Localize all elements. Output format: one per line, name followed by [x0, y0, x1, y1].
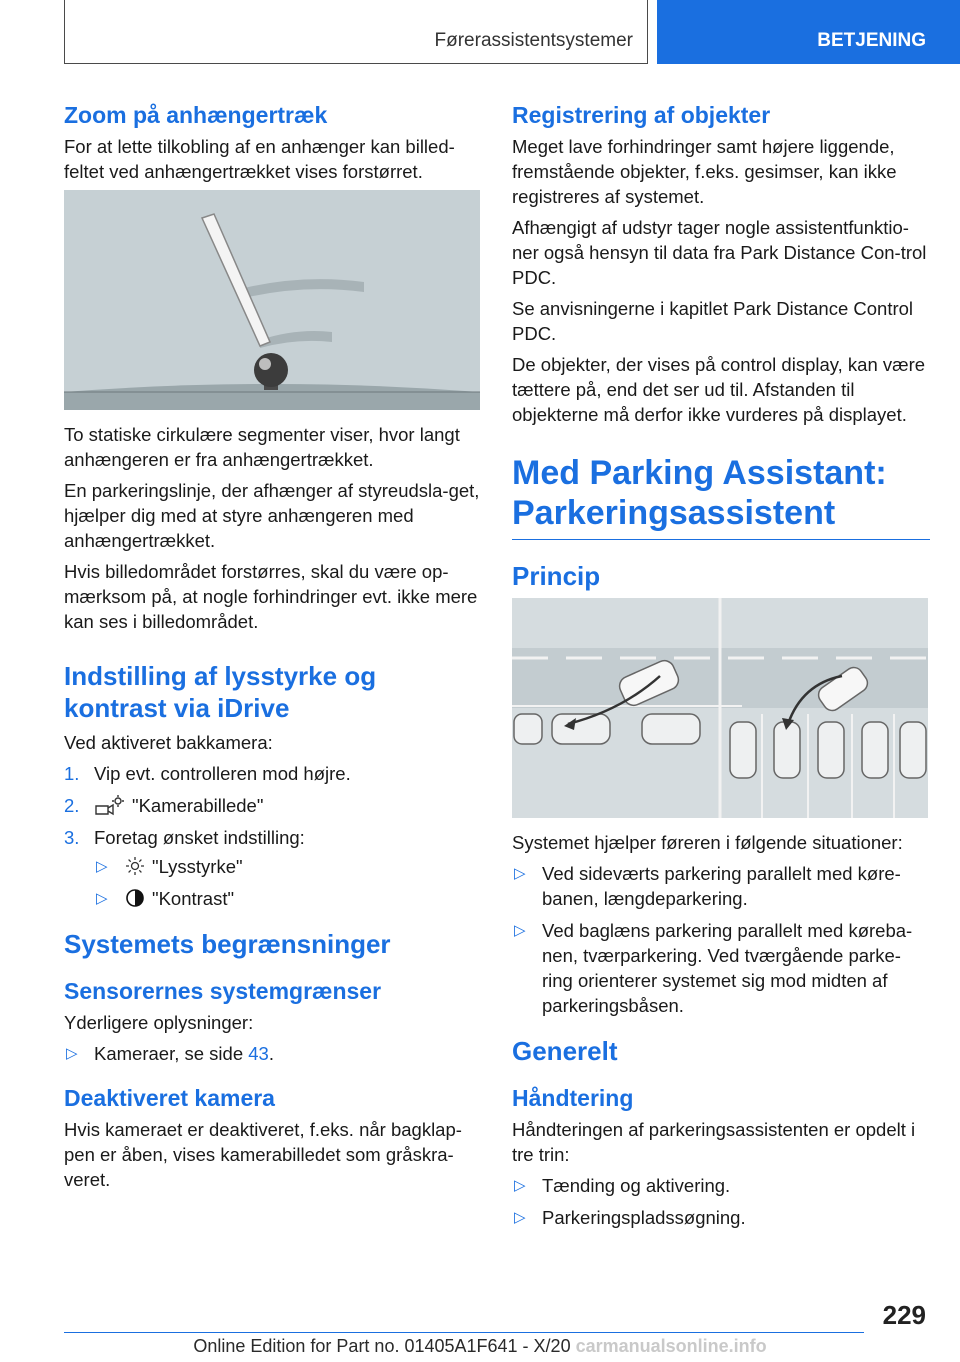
objects-text-4: De objekter, der vises på control display, kan være tættere på, end det ser ud til. Afstanden til objekterne må derfor ikke vurderes på displayet. [512, 354, 926, 425]
deactivated-text: Hvis kameraet er deaktiveret, f.eks. når bagklap-pen er åben, vises kamerabilledet som gråskra-veret. [64, 1119, 462, 1190]
left-column [64, 100, 482, 1198]
page-number: 229 [882, 1300, 926, 1330]
limits-heading: Systemets begrænsninger [64, 929, 391, 959]
bullet-triangle-icon: ▷ [96, 858, 108, 875]
objects-text-2: Afhængigt af udstyr tager nogle assistentfunktio-ner også hensyn til data fra Park Distance Con-trol PDC. [512, 217, 927, 288]
page-link[interactable]: 43 [248, 1043, 269, 1064]
watermark: carmanualsonline.info [575, 1336, 767, 1356]
objects-heading: Registrering af objekter [512, 102, 771, 128]
list-item: ▷ Parkeringspladssøgning. [514, 1207, 746, 1228]
list-item: ▷ Ved sideværts parkering parallelt med køre-banen, længdeparkering. [514, 863, 901, 909]
objects-text-3: Se anvisningerne i kapitlet Park Distance Control PDC. [512, 298, 914, 344]
bullet-triangle-icon: ▷ [514, 922, 526, 939]
sensor-heading: Sensorernes systemgrænser [64, 978, 382, 1004]
list-item: ▷ Kameraer, se side 43. [66, 1043, 274, 1064]
brightness-steps [64, 761, 482, 911]
list-item: 3. Foretag ønsket indstilling: ▷ "Lysstyrke" ▷ "Kontrast" [64, 825, 482, 911]
bullet-triangle-icon: ▷ [96, 890, 108, 907]
segments-text: To statiske cirkulære segmenter viser, hvor langt anhængeren er fra anhængertrækket. [64, 424, 460, 470]
edition-text: Online Edition for Part no. 01405A1F641 - X/20 [193, 1336, 571, 1356]
footer-divider [64, 1332, 864, 1333]
bullet-triangle-icon: ▷ [514, 1209, 526, 1226]
sensor-list [64, 1041, 482, 1066]
parking-principle-figure [512, 598, 928, 818]
bullet-triangle-icon: ▷ [66, 1045, 78, 1062]
hitch-zoom-figure [64, 190, 480, 410]
list-item: ▷ "Lysstyrke" [96, 856, 243, 877]
contrast-icon [124, 887, 146, 909]
zoom-heading: Zoom på anhængertræk [64, 102, 328, 128]
principle-intro: Systemet hjælper føreren i følgende situationer: [512, 832, 903, 853]
principle-heading: Princip [512, 561, 601, 591]
camera-settings-icon [94, 794, 124, 816]
zoom-text: For at lette tilkobling af en anhænger kan billed-feltet ved anhængertrækket vises forstørret. [64, 136, 455, 182]
footer [0, 1336, 960, 1357]
principle-list [512, 861, 930, 1018]
list-item: ▷ Tænding og aktivering. [514, 1175, 731, 1196]
main-heading: Med Parking Assistant: Parkeringsassistent [512, 453, 930, 540]
brightness-heading: Indstilling af lysstyrke og kontrast via iDrive [64, 661, 377, 723]
handling-heading: Håndtering [512, 1085, 634, 1111]
list-item: ▷ "Kontrast" [96, 888, 235, 909]
objects-text-1: Meget lave forhindringer samt højere liggende, fremstående objekter, f.eks. gesimser, kan ikke registreres af systemet. [512, 136, 897, 207]
section-tab[interactable]: BETJENING [657, 0, 960, 64]
handling-text: Håndteringen af parkeringsassistenten er opdelt i tre trin: [512, 1119, 916, 1165]
sun-icon [124, 855, 146, 877]
handling-list [512, 1173, 930, 1230]
list-item: 1. Vip evt. controlleren mod højre. [64, 763, 351, 784]
right-column [512, 100, 930, 1237]
zoom-warning-text: Hvis billedområdet forstørres, skal du være op-mærksom på, at nogle forhindringer evt. ikke mere kan ses i billedområdet. [64, 561, 478, 632]
header-frame [64, 0, 648, 64]
sensor-intro: Yderligere oplysninger: [64, 1012, 254, 1033]
adjustment-options [94, 854, 482, 911]
bullet-triangle-icon: ▷ [514, 1177, 526, 1194]
brightness-intro: Ved aktiveret bakkamera: [64, 732, 273, 753]
list-item: ▷ Ved baglæns parkering parallelt med køreba-nen, tværparkering. Ved tværgående parke-ring orienterer systemet sig mod midten af parkeringsbåsen. [514, 920, 913, 1016]
general-heading: Generelt [512, 1036, 618, 1066]
deactivated-heading: Deaktiveret kamera [64, 1085, 275, 1111]
chapter-title: Førerassistentsystemer [434, 30, 633, 51]
parking-line-text: En parkeringslinje, der afhænger af styreudsla-get, hjælper dig med at styre anhængeren med anhængertrækket. [64, 480, 480, 551]
list-item: 2. "Kamerabillede" [64, 795, 264, 816]
bullet-triangle-icon: ▷ [514, 865, 526, 882]
